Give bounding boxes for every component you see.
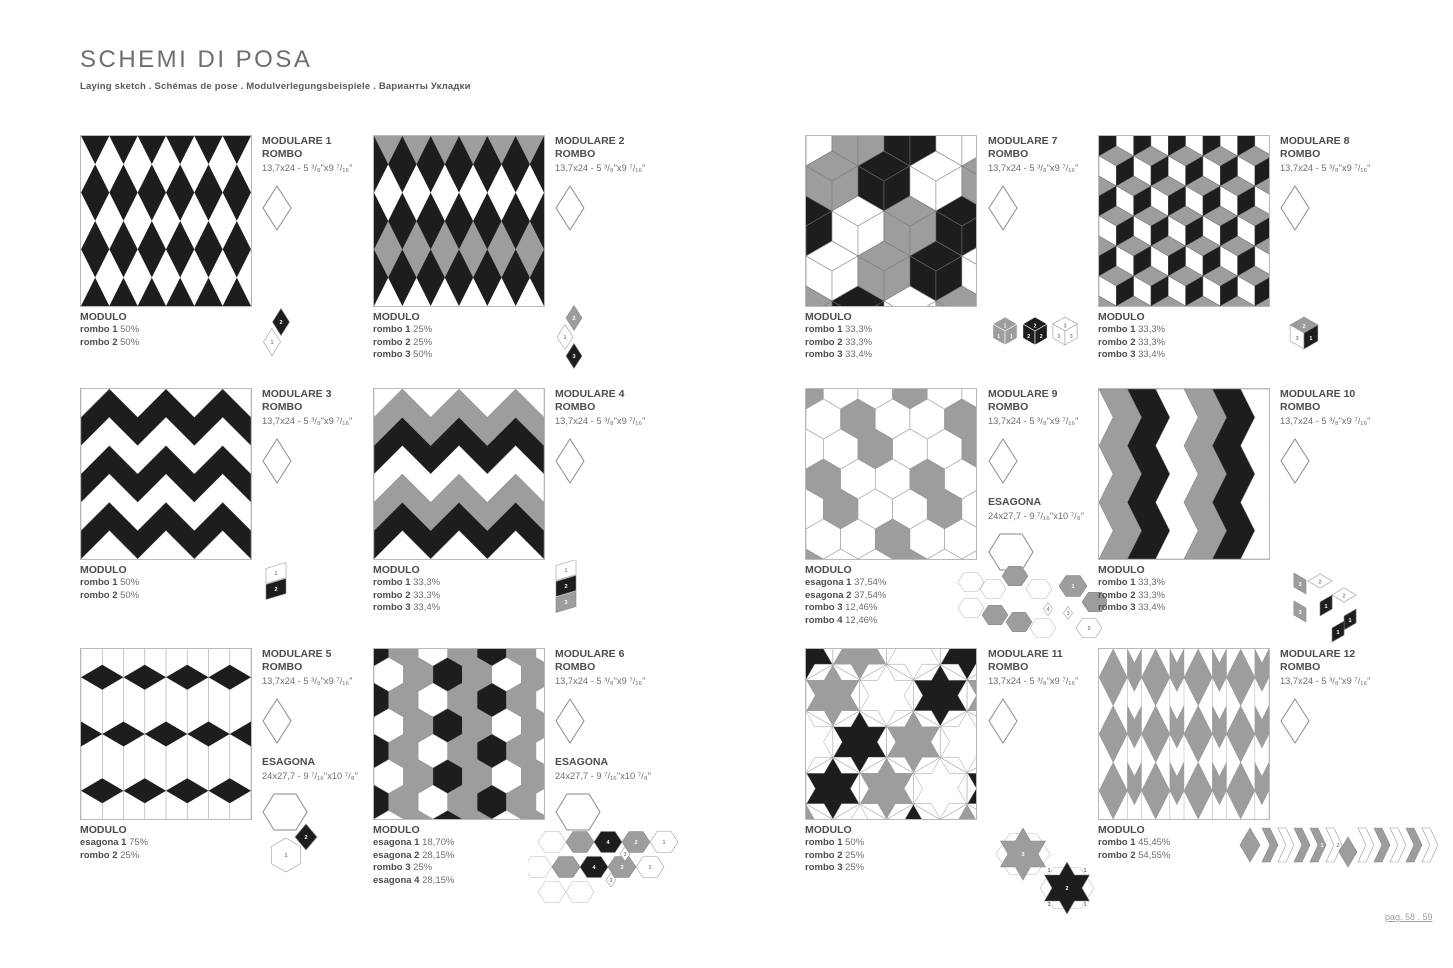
rombo-size: 13,7x24 - 5 ³/₈"x9 ⁷/₁₆"	[1280, 676, 1371, 686]
tile-percentage: 25%	[413, 336, 433, 348]
svg-text:3: 3	[572, 354, 576, 360]
tile-percentage: 12,46%	[845, 602, 878, 613]
tile-percentage: 18,70%	[422, 837, 455, 848]
pattern-preview-p10	[1098, 388, 1270, 560]
tile-name: rombo 3	[373, 862, 411, 873]
tile-percentage: 33,4%	[845, 349, 873, 360]
tile-name: rombo 2	[80, 589, 118, 601]
module-name: MODULARE 8	[1280, 135, 1350, 147]
rombo-label: ROMBO	[988, 401, 1029, 413]
modulo-line	[805, 349, 980, 362]
tile-name: rombo 2	[80, 849, 118, 861]
module-name: MODULARE 4	[555, 388, 625, 400]
rombo-label: ROMBO	[555, 148, 596, 160]
rombo-shape-icon	[1280, 185, 1310, 231]
rombo-label: ROMBO	[262, 148, 303, 160]
svg-text:1: 1	[563, 335, 567, 341]
module-info-10	[1280, 388, 1410, 484]
tile-percentage: 50%	[120, 577, 140, 588]
pattern-preview-p7	[805, 135, 977, 307]
modulo-title: MODULO	[1098, 824, 1145, 836]
svg-text:1: 1	[1348, 618, 1352, 625]
tile-name: esagona 1	[805, 577, 852, 588]
modulo-line	[1098, 324, 1273, 337]
svg-text:2: 2	[1336, 843, 1340, 849]
modulo-line	[805, 577, 980, 590]
svg-text:3: 3	[1295, 335, 1299, 342]
modulo-line	[1098, 602, 1273, 615]
modulo-line	[373, 850, 548, 863]
modulo-line	[373, 602, 548, 615]
module-name: MODULARE 2	[555, 135, 625, 147]
rombo-shape-icon	[262, 438, 292, 484]
svg-text:2: 2	[1342, 593, 1346, 600]
pattern-preview-p3	[80, 388, 252, 560]
tile-name: rombo 2	[80, 336, 118, 348]
modulo-line	[373, 324, 548, 337]
modulo-title: MODULO	[373, 824, 420, 836]
module-info-8	[1280, 135, 1410, 231]
svg-text:1: 1	[1336, 630, 1340, 637]
svg-text:1: 1	[270, 340, 274, 346]
svg-text:2: 2	[304, 835, 308, 841]
modulo-schematic-icon-1	[262, 307, 292, 359]
modulo-block-4	[373, 564, 548, 615]
modulo-title: MODULO	[373, 564, 420, 576]
tile-name: rombo 1	[805, 837, 843, 848]
tile-name: rombo 2	[373, 589, 411, 601]
rombo-shape-icon	[262, 185, 292, 231]
rombo-label: ROMBO	[988, 661, 1029, 673]
modulo-line	[373, 837, 548, 850]
page-subtitle: Laying sketch . Schémas de pose . Modulverlegungsbeispiele . Варианты Укладки	[80, 81, 471, 92]
tile-name: rombo 2	[1098, 849, 1136, 861]
modulo-schematic-icon-4	[554, 560, 580, 618]
modulo-schematic-icon-5	[262, 822, 320, 878]
svg-text:2: 2	[1065, 886, 1069, 892]
rombo-label: ROMBO	[262, 661, 303, 673]
modulo-line	[80, 577, 255, 590]
tile-name: rombo 2	[805, 849, 843, 861]
modulo-line	[1098, 337, 1273, 350]
modulo-block-9	[805, 564, 980, 627]
svg-text:1: 1	[1083, 902, 1087, 908]
tile-percentage: 33,3%	[1138, 336, 1166, 348]
modulo-line	[805, 602, 980, 615]
tile-percentage: 75%	[129, 837, 149, 848]
modulo-block-7	[805, 311, 980, 362]
rombo-size: 13,7x24 - 5 ³/₈"x9 ⁷/₁₆"	[988, 676, 1079, 686]
svg-text:4: 4	[1046, 607, 1050, 613]
pattern-svg-10	[1099, 389, 1269, 559]
modulo-title: MODULO	[80, 311, 127, 323]
module-name: MODULARE 3	[262, 388, 332, 400]
pattern-svg-1	[81, 136, 251, 306]
modulo-line	[805, 850, 980, 863]
rombo-label: ROMBO	[555, 401, 596, 413]
tile-name: rombo 1	[373, 324, 411, 335]
esagona-size: 24x27,7 - 9 ⁷/₁₆"x10 ⁷/₈"	[988, 511, 1084, 521]
tile-percentage: 33,4%	[1138, 349, 1166, 360]
pattern-svg-3	[81, 389, 251, 559]
module-name: MODULARE 9	[988, 388, 1058, 400]
tile-percentage: 54,55%	[1138, 849, 1171, 861]
modulo-line	[373, 862, 548, 875]
tile-percentage: 25%	[845, 849, 865, 861]
rombo-shape-icon	[555, 438, 585, 484]
modulo-line	[805, 324, 980, 337]
tile-name: esagona 2	[373, 849, 420, 861]
rombo-size: 13,7x24 - 5 ³/₈"x9 ⁷/₁₆"	[262, 163, 353, 173]
modulo-block-1	[80, 311, 255, 349]
module-info-12	[1280, 648, 1410, 744]
tile-percentage: 28,15%	[422, 874, 455, 886]
svg-text:1: 1	[1324, 604, 1328, 611]
tile-percentage: 33,3%	[845, 324, 873, 335]
svg-text:1: 1	[1071, 584, 1075, 590]
svg-text:1: 1	[274, 571, 278, 577]
modulo-schematic-icon-9	[955, 562, 1107, 652]
tile-name: esagona 2	[805, 589, 852, 601]
esagona-label: ESAGONA	[262, 756, 316, 768]
modulo-line	[80, 850, 255, 863]
pattern-preview-p1	[80, 135, 252, 307]
rombo-label: ROMBO	[1280, 148, 1321, 160]
tile-name: rombo 1	[80, 577, 118, 588]
tile-percentage: 33,3%	[1138, 589, 1166, 601]
tile-percentage: 33,4%	[413, 602, 441, 613]
page-number: pag. 58 . 59	[1385, 912, 1433, 922]
tile-name: rombo 2	[805, 336, 843, 348]
tile-percentage: 50%	[120, 589, 140, 601]
tile-percentage: 33,3%	[1138, 324, 1166, 335]
svg-text:2: 2	[274, 587, 278, 593]
module-info-6	[555, 648, 685, 831]
module-name: MODULARE 7	[988, 135, 1058, 147]
rombo-size: 13,7x24 - 5 ³/₈"x9 ⁷/₁₆"	[555, 416, 646, 426]
tile-name: rombo 1	[805, 324, 843, 335]
tile-name: esagona 1	[80, 837, 127, 848]
module-name: MODULARE 12	[1280, 648, 1356, 660]
modulo-block-6	[373, 824, 548, 887]
modulo-line	[80, 324, 255, 337]
tile-percentage: 25%	[413, 862, 433, 873]
esagona-size: 24x27,7 - 9 ⁷/₁₆"x10 ⁷/₈"	[555, 771, 651, 781]
tile-percentage: 33,3%	[413, 589, 441, 601]
tile-percentage: 25%	[413, 324, 433, 335]
tile-name: esagona 1	[373, 837, 420, 848]
tile-percentage: 28,15%	[422, 849, 455, 861]
esagona-label: ESAGONA	[555, 756, 609, 768]
svg-text:3: 3	[1298, 610, 1302, 617]
rombo-size: 13,7x24 - 5 ³/₈"x9 ⁷/₁₆"	[1280, 163, 1371, 173]
tile-name: rombo 2	[1098, 589, 1136, 601]
svg-text:1: 1	[1003, 323, 1007, 330]
pattern-svg-8	[1099, 136, 1269, 306]
tile-percentage: 25%	[120, 849, 140, 861]
modulo-line	[1098, 590, 1273, 603]
rombo-size: 13,7x24 - 5 ³/₈"x9 ⁷/₁₆"	[555, 676, 646, 686]
module-info-4	[555, 388, 685, 484]
rombo-size: 13,7x24 - 5 ³/₈"x9 ⁷/₁₆"	[262, 416, 353, 426]
tile-name: rombo 3	[373, 602, 411, 613]
pattern-preview-p11	[805, 648, 977, 820]
tile-name: esagona 4	[373, 874, 420, 886]
svg-text:2: 2	[620, 865, 624, 871]
modulo-block-2	[373, 311, 548, 362]
tile-name: rombo 1	[373, 577, 411, 588]
svg-text:3: 3	[1057, 333, 1061, 340]
svg-text:1: 1	[662, 840, 666, 846]
rombo-label: ROMBO	[262, 401, 303, 413]
modulo-title: MODULO	[805, 824, 852, 836]
modulo-line	[373, 349, 548, 362]
tile-name: rombo 3	[805, 862, 843, 873]
tile-percentage: 50%	[845, 837, 865, 848]
svg-text:3: 3	[1298, 582, 1302, 589]
svg-text:1: 1	[648, 865, 652, 871]
rombo-shape-icon	[988, 438, 1018, 484]
svg-text:3: 3	[564, 600, 568, 606]
modulo-line	[80, 590, 255, 603]
modulo-line	[373, 590, 548, 603]
modulo-line	[80, 837, 255, 850]
modulo-schematic-icon-12	[1236, 822, 1448, 870]
modulo-title: MODULO	[80, 824, 127, 836]
modulo-block-11	[805, 824, 980, 875]
tile-percentage: 45,45%	[1138, 837, 1171, 848]
tile-name: rombo 3	[373, 349, 411, 360]
rombo-size: 13,7x24 - 5 ³/₈"x9 ⁷/₁₆"	[555, 163, 646, 173]
module-name: MODULARE 5	[262, 648, 332, 660]
pattern-preview-p2	[373, 135, 545, 307]
rombo-shape-icon	[262, 698, 292, 744]
tile-percentage: 12,46%	[845, 614, 878, 626]
pattern-svg-2	[374, 136, 544, 306]
tile-name: rombo 3	[1098, 349, 1136, 360]
tile-name: rombo 1	[1098, 324, 1136, 335]
rombo-size: 13,7x24 - 5 ³/₈"x9 ⁷/₁₆"	[988, 163, 1079, 173]
pattern-svg-4	[374, 389, 544, 559]
modulo-schematic-icon-3	[264, 562, 290, 604]
modulo-schematic-icon-8	[1281, 309, 1329, 357]
pattern-preview-p6	[373, 648, 545, 820]
svg-text:2: 2	[1039, 333, 1043, 340]
esagona-label: ESAGONA	[988, 496, 1042, 508]
modulo-line	[805, 862, 980, 875]
module-name: MODULARE 6	[555, 648, 625, 660]
tile-percentage: 50%	[120, 336, 140, 348]
svg-text:2: 2	[1033, 323, 1037, 330]
tile-name: rombo 1	[1098, 837, 1136, 848]
tile-percentage: 37,54%	[854, 577, 887, 588]
rombo-shape-icon	[1280, 698, 1310, 744]
modulo-line	[805, 837, 980, 850]
tile-name: rombo 2	[1098, 336, 1136, 348]
svg-text:1: 1	[1320, 843, 1324, 849]
svg-text:3: 3	[609, 878, 613, 884]
pattern-preview-p12	[1098, 648, 1270, 820]
modulo-schematic-icon-10	[1280, 558, 1360, 644]
tile-percentage: 37,54%	[854, 589, 887, 601]
rombo-shape-icon	[555, 185, 585, 231]
tile-name: rombo 4	[805, 614, 843, 626]
modulo-schematic-icon-2	[555, 305, 585, 379]
tile-percentage: 50%	[120, 324, 140, 335]
modulo-title: MODULO	[805, 311, 852, 323]
module-name: MODULARE 11	[988, 648, 1063, 660]
svg-text:4: 4	[606, 840, 610, 846]
rombo-size: 13,7x24 - 5 ³/₈"x9 ⁷/₁₆"	[1280, 416, 1371, 426]
svg-text:1: 1	[1083, 868, 1087, 874]
pattern-svg-6	[374, 649, 544, 819]
tile-percentage: 33,3%	[1138, 577, 1166, 588]
modulo-line	[80, 337, 255, 350]
pattern-preview-p9	[805, 388, 977, 560]
modulo-line	[1098, 577, 1273, 590]
pattern-svg-12	[1099, 649, 1269, 819]
modulo-line	[373, 875, 548, 888]
modulo-block-5	[80, 824, 255, 862]
tile-percentage: 33,4%	[1138, 602, 1166, 613]
esagona-size: 24x27,7 - 9 ⁷/₁₆"x10 ⁷/₈"	[262, 771, 358, 781]
rombo-size: 13,7x24 - 5 ³/₈"x9 ⁷/₁₆"	[988, 416, 1079, 426]
modulo-schematic-icon-11	[983, 820, 1105, 924]
pattern-svg-9	[806, 389, 976, 559]
modulo-title: MODULO	[373, 311, 420, 323]
page-title: SCHEMI DI POSA	[80, 46, 313, 73]
tile-percentage: 25%	[845, 862, 865, 873]
tile-name: rombo 2	[373, 336, 411, 348]
tile-name: rombo 3	[805, 349, 843, 360]
modulo-schematic-icon-6	[528, 820, 692, 914]
modulo-line	[373, 577, 548, 590]
svg-text:1: 1	[284, 853, 288, 859]
tile-name: rombo 1	[80, 324, 118, 335]
svg-text:2: 2	[1302, 323, 1306, 330]
pattern-svg-7	[806, 136, 976, 306]
module-name: MODULARE 10	[1280, 388, 1356, 400]
rombo-shape-icon	[988, 185, 1018, 231]
pattern-preview-p8	[1098, 135, 1270, 307]
svg-text:2: 2	[1027, 333, 1031, 340]
modulo-block-8	[1098, 311, 1273, 362]
rombo-label: ROMBO	[555, 661, 596, 673]
modulo-block-10	[1098, 564, 1273, 615]
svg-text:1: 1	[1309, 335, 1313, 342]
svg-text:1: 1	[1047, 902, 1051, 908]
svg-text:1: 1	[997, 333, 1001, 340]
modulo-schematic-icon-7	[988, 307, 1084, 357]
modulo-line	[805, 615, 980, 628]
pattern-preview-p5	[80, 648, 252, 820]
modulo-title: MODULO	[805, 564, 852, 576]
modulo-line	[373, 337, 548, 350]
svg-text:2: 2	[572, 316, 576, 322]
tile-percentage: 33,3%	[845, 336, 873, 348]
svg-text:2: 2	[634, 840, 638, 846]
modulo-line	[805, 337, 980, 350]
tile-name: rombo 3	[1098, 602, 1136, 613]
rombo-label: ROMBO	[988, 148, 1029, 160]
tile-name: rombo 3	[805, 602, 843, 613]
rombo-label: ROMBO	[1280, 661, 1321, 673]
rombo-shape-icon	[988, 698, 1018, 744]
svg-text:2: 2	[279, 320, 283, 326]
module-name: MODULARE 1	[262, 135, 332, 147]
modulo-line	[1098, 349, 1273, 362]
modulo-title: MODULO	[1098, 564, 1145, 576]
svg-text:1: 1	[1009, 333, 1013, 340]
svg-text:2: 2	[564, 584, 568, 590]
svg-text:3: 3	[1069, 333, 1073, 340]
rombo-size: 13,7x24 - 5 ³/₈"x9 ⁷/₁₆"	[262, 676, 353, 686]
tile-name: rombo 1	[1098, 577, 1136, 588]
modulo-title: MODULO	[1098, 311, 1145, 323]
modulo-block-3	[80, 564, 255, 602]
tile-percentage: 50%	[413, 349, 433, 360]
pattern-svg-5	[81, 649, 251, 819]
svg-text:1: 1	[1047, 868, 1051, 874]
module-info-2	[555, 135, 685, 231]
modulo-title: MODULO	[80, 564, 127, 576]
modulo-line	[805, 590, 980, 603]
pattern-preview-p4	[373, 388, 545, 560]
svg-text:1: 1	[564, 568, 568, 574]
svg-text:3: 3	[1066, 611, 1070, 617]
svg-text:2: 2	[1318, 579, 1322, 586]
tile-percentage: 33,3%	[413, 577, 441, 588]
rombo-label: ROMBO	[1280, 401, 1321, 413]
svg-text:2: 2	[1087, 626, 1091, 632]
pattern-svg-11	[806, 649, 976, 819]
svg-text:4: 4	[592, 865, 596, 871]
rombo-shape-icon	[1280, 438, 1310, 484]
svg-text:3: 3	[1063, 323, 1067, 330]
svg-text:3: 3	[1021, 852, 1025, 858]
rombo-shape-icon	[555, 698, 585, 744]
svg-text:3: 3	[623, 852, 627, 858]
